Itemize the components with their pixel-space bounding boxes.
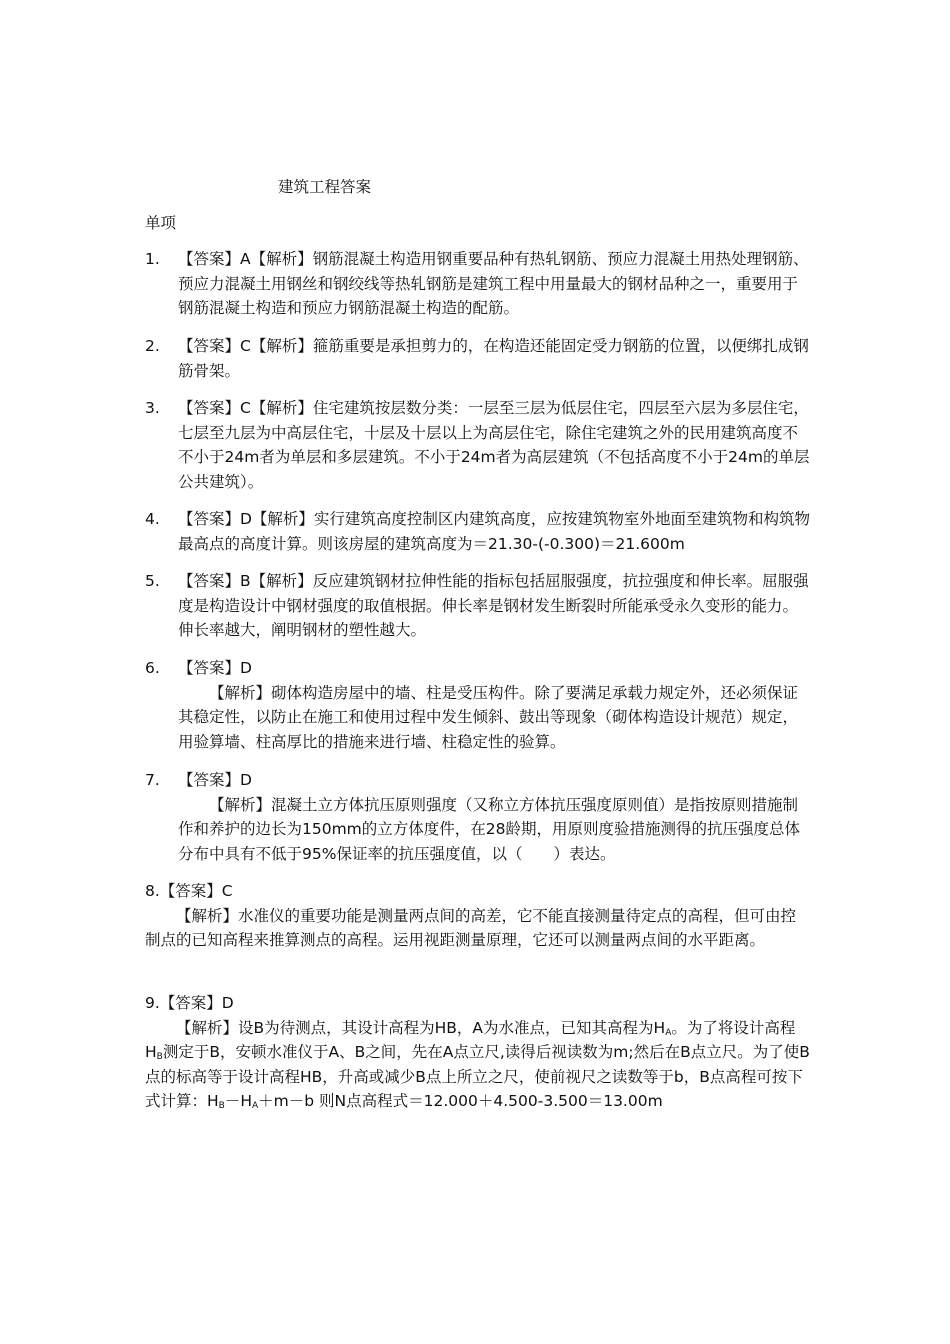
item-answer: 【答案】D (159, 994, 234, 1012)
document-title: 建筑工程答案 (278, 178, 372, 196)
answer-item-3 (145, 396, 810, 494)
item-number: 7. (145, 771, 160, 789)
item-number: 5. (145, 572, 160, 590)
item-answer: 【答案】C (159, 882, 233, 900)
item-number: 4. (145, 510, 160, 528)
item-answer: 【答案】D (178, 771, 252, 789)
item-answer: 【答案】D (178, 659, 252, 677)
answer-item-8 (145, 879, 810, 953)
item-text: 【答案】C【解析】箍筋重要是承担剪力的，在构造还能固定受力钢筋的位置，以便绑扎成钢筋骨架。 (178, 337, 809, 380)
item-number: 9. (145, 994, 160, 1012)
answer-item-7 (145, 768, 810, 866)
answer-item-9 (145, 991, 810, 1114)
item-text: 【答案】A【解析】钢筋混凝土构造用钢重要品种有热轧钢筋、预应力混凝土用热处理钢筋、预应力混凝土用钢丝和钢绞线等热轧钢筋是建筑工程中用量最大的钢材品种之一，重要用于钢筋混凝土构造和预应力钢筋混凝土构造的配筋。 (178, 250, 809, 317)
item-text: 【答案】D【解析】实行建筑高度控制区内建筑高度，应按建筑物室外地面至建筑物和构筑物最高点的高度计算。则该房屋的建筑高度为＝21.30-(-0.300)＝21.600m (178, 510, 810, 553)
answer-item-5 (145, 569, 810, 643)
item-number: 8. (145, 882, 160, 900)
answer-item-1 (145, 247, 810, 321)
item-number: 2. (145, 337, 160, 355)
item-number: 1. (145, 250, 160, 268)
item-explanation: 【解析】砌体构造房屋中的墙、柱是受压构件。除了要满足承载力规定外，还必须保证其稳定性，以防止在施工和使用过程中发生倾斜、鼓出等现象（砌体构造设计规范）规定，用验算墙、柱高厚比的措施来进行墙、柱稳定性的验算。 (178, 683, 799, 751)
item-number: 3. (145, 399, 160, 417)
item-explanation: 【解析】水准仪的重要功能是测量两点间的高差，它不能直接测量待定点的高程，但可由控制点的已知高程来推算测点的高程。运用视距测量原理，它还可以测量两点间的水平距离。 (145, 906, 797, 949)
item-number: 6. (145, 659, 160, 677)
item-text: 【答案】B【解析】反应建筑钢材拉伸性能的指标包括屈服强度，抗拉强度和伸长率。屈服强度是构造设计中钢材强度的取值根据。伸长率是钢材发生断裂时所能承受永久变形的能力。伸长率越大，阐明钢材的塑性越大。 (178, 572, 809, 639)
answer-item-4 (145, 507, 810, 556)
item-text: 【答案】C【解析】住宅建筑按层数分类：一层至三层为低层住宅，四层至六层为多层住宅，七层至九层为中高层住宅，十层及十层以上为高层住宅，除住宅建筑之外的民用建筑高度不不小于24m者为单层和多层建筑。不小于24m者为高层建筑（不包括高度不小于24m的单层公共建筑）。 (178, 399, 810, 491)
answer-item-6 (145, 656, 810, 754)
item-explanation: 【解析】设B为待测点，其设计高程为HB，A为水准点，已知其高程为$H_A$。为了将设计高程$H_B$测定于B，安顿水准仪于A、B之间，先在A点立尺,读得后视读数为m;然后在B点立尺。为了使B点的标高等于设计高程HB，升高或减少B点上所立之尺，使前视尺之读数等于b，B点高程可按下式计算：$H_B-H_A+m-b$ 则N点高程式＝12.000＋4.500-3.500＝13.00m (145, 1018, 810, 1111)
section-heading: 单项 (145, 214, 177, 232)
item-explanation: 【解析】混凝土立方体抗压原则强度（又称立方体抗压强度原则值）是指按原则措施制作和养护的边长为150mm的立方体度件，在28龄期，用原则度验措施测得的抗压强度总体分布中具有不低于95%保证率的抗压强度值，以（ ）表达。 (178, 795, 801, 863)
answer-item-2 (145, 334, 810, 383)
